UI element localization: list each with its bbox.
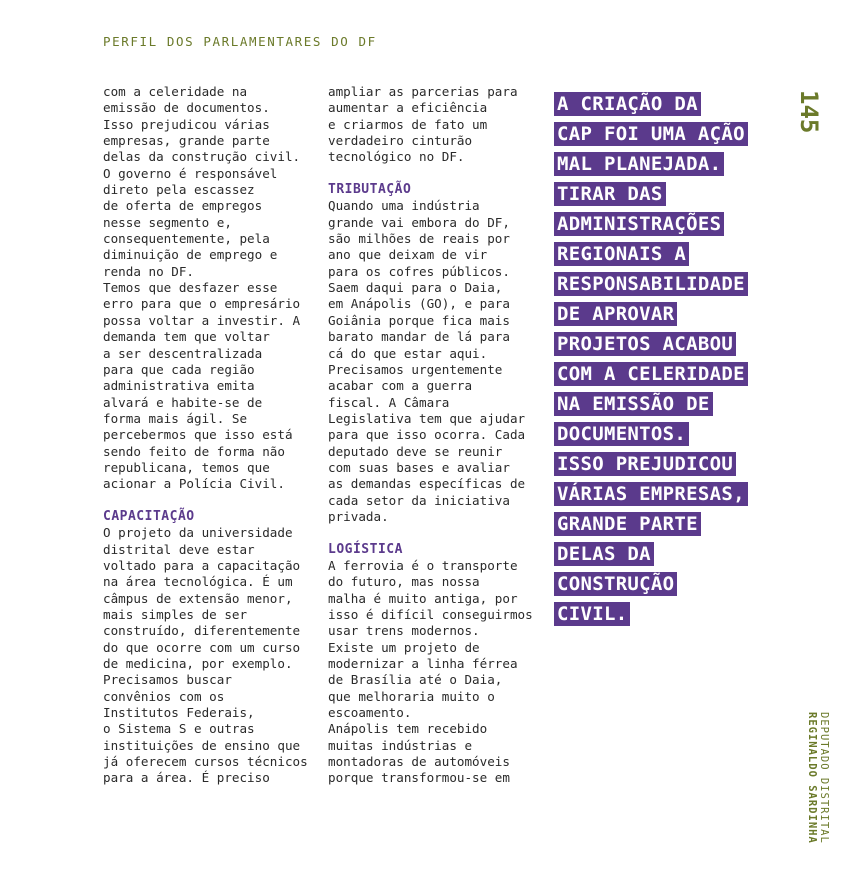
text-line: as demandas específicas de	[328, 476, 526, 492]
text-line: forma mais ágil. Se	[103, 410, 248, 426]
text-line: modernizar a linha férrea	[328, 656, 518, 672]
text-line: emissão de documentos.	[103, 100, 270, 116]
text-line: tecnológico no DF.	[328, 149, 465, 165]
paragraph	[103, 525, 318, 787]
text-line: cá do que estar aqui.	[328, 345, 488, 361]
text-line: ampliar as parcerias para	[328, 84, 518, 99]
author-title: DEPUTADO DISTRITAL	[818, 712, 830, 844]
pull-quote-line: REGIONAIS A	[554, 242, 689, 266]
paragraph	[103, 84, 318, 493]
text-line: com a celeridade na	[103, 84, 248, 99]
text-line: empresas, grande parte	[103, 133, 270, 149]
text-line: Legislativa tem que ajudar	[328, 410, 526, 426]
pull-quote-line: PROJETOS ACABOU	[554, 332, 736, 356]
text-line: para que cada região	[103, 361, 255, 377]
text-line: na área tecnológica. É um	[103, 574, 293, 590]
text-line: voltado para a capacitação	[103, 557, 301, 573]
text-line: alvará e habite-se de	[103, 394, 263, 410]
text-line: deputado deve se reunir	[328, 443, 503, 459]
running-head: PERFIL DOS PARLAMENTARES DO DF	[103, 34, 377, 49]
pull-quote-line: ISSO PREJUDICOU	[554, 452, 736, 476]
text-line: Precisamos buscar	[103, 672, 232, 688]
text-line: O projeto da universidade	[103, 525, 293, 541]
text-line: em Anápolis (GO), e para	[328, 296, 510, 312]
text-line: para que isso ocorra. Cada	[328, 427, 526, 443]
section-heading-capacitacao: CAPACITAÇÃO	[103, 508, 195, 524]
text-line: aumentar a eficiência	[328, 100, 488, 116]
text-line: ano que deixam de vir	[328, 247, 488, 263]
pull-quote-line: ADMINISTRAÇÕES	[554, 212, 724, 236]
text-line: de Brasília até o Daia,	[328, 672, 503, 688]
text-line: distrital deve estar	[103, 541, 255, 557]
paragraph	[328, 198, 543, 525]
text-line: montadoras de automóveis	[328, 754, 510, 770]
text-line: instituições de ensino que	[103, 737, 301, 753]
author-name: REGINALDO SARDINHA	[806, 712, 818, 844]
pull-quote-line: VÁRIAS EMPRESAS,	[554, 482, 748, 506]
pull-quote-line: A CRIAÇÃO DA	[554, 92, 701, 116]
section-heading-tributacao: TRIBUTAÇÃO	[328, 182, 412, 198]
pull-quote-line: TIRAR DAS	[554, 182, 666, 206]
pull-quote-line: DE APROVAR	[554, 302, 677, 326]
text-line: usar trens modernos.	[328, 623, 480, 639]
pull-quote-line: GRANDE PARTE	[554, 512, 701, 536]
text-line: muitas indústrias e	[328, 737, 473, 753]
text-line: Precisamos urgentemente	[328, 361, 503, 377]
pull-quote-line: DOCUMENTOS.	[554, 422, 689, 446]
text-column-1	[103, 84, 318, 787]
text-line: Quando uma indústria	[328, 198, 480, 214]
text-line: do futuro, mas nossa	[328, 574, 480, 590]
text-line: O governo é responsável	[103, 165, 278, 181]
text-line: privada.	[328, 508, 389, 524]
text-line: para os cofres públicos.	[328, 263, 510, 279]
text-column-2	[328, 84, 543, 787]
text-line: erro para que o empresário	[103, 296, 301, 312]
text-line: câmpus de extensão menor,	[103, 590, 293, 606]
text-line: isso é difícil conseguirmos	[328, 607, 533, 622]
text-line: sendo feito de forma não	[103, 443, 285, 459]
text-line: são milhões de reais por	[328, 231, 510, 247]
text-line: direto pela escassez	[103, 182, 255, 198]
text-line: Anápolis tem recebido	[328, 721, 488, 737]
pull-quote-line: CAP FOI UMA AÇÃO	[554, 122, 748, 146]
text-line: Goiânia porque fica mais	[328, 312, 510, 328]
text-line: convênios com os	[103, 688, 225, 704]
text-line: malha é muito antiga, por	[328, 590, 518, 606]
text-line: e criarmos de fato um	[328, 116, 488, 132]
text-line: escoamento.	[328, 705, 412, 721]
text-line: diminuição de emprego e	[103, 247, 278, 263]
text-line: verdadeiro cinturão	[328, 133, 473, 149]
text-line: acabar com a guerra	[328, 378, 473, 394]
text-line: administrativa emita	[103, 378, 255, 394]
text-line: Isso prejudicou várias	[103, 116, 270, 132]
text-line: acionar a Polícia Civil.	[103, 476, 285, 492]
pull-quote-line: NA EMISSÃO DE	[554, 392, 713, 416]
section-heading-logistica: LOGÍSTICA	[328, 541, 403, 557]
text-line: Saem daqui para o Daia,	[328, 280, 503, 296]
text-line: nesse segmento e,	[103, 214, 232, 230]
text-line: consequentemente, pela	[103, 231, 270, 247]
text-line: de oferta de empregos	[103, 198, 263, 214]
paragraph	[328, 84, 543, 166]
text-line: do que ocorre com um curso	[103, 639, 301, 655]
text-line: construído, diferentemente	[103, 623, 301, 639]
text-line: Existe um projeto de	[328, 639, 480, 655]
text-line: possa voltar a investir. A	[103, 312, 301, 328]
text-line: barato mandar de lá para	[328, 329, 510, 345]
paragraph	[328, 558, 543, 787]
pull-quote	[554, 92, 748, 632]
pull-quote-line: MAL PLANEJADA.	[554, 152, 724, 176]
text-line: A ferrovia é o transporte	[328, 557, 518, 573]
pull-quote-line: CIVIL.	[554, 602, 630, 626]
text-line: já oferecem cursos técnicos	[103, 754, 308, 770]
text-line: com suas bases e avaliar	[328, 459, 510, 475]
pull-quote-line: DELAS DA	[554, 542, 654, 566]
pull-quote-line: CONSTRUÇÃO	[554, 572, 677, 596]
text-line: renda no DF.	[103, 263, 194, 279]
text-line: o Sistema S e outras	[103, 721, 255, 737]
author-credit	[806, 712, 830, 844]
text-line: que melhoraria muito o	[328, 688, 495, 704]
text-line: cada setor da iniciativa	[328, 492, 510, 508]
pull-quote-line: COM A CELERIDADE	[554, 362, 748, 386]
text-line: de medicina, por exemplo.	[103, 656, 293, 672]
page-number: 145	[795, 90, 823, 134]
pull-quote-line: RESPONSABILIDADE	[554, 272, 748, 296]
text-line: percebermos que isso está	[103, 427, 293, 443]
text-line: grande vai embora do DF,	[328, 214, 510, 230]
text-line: Temos que desfazer esse	[103, 280, 278, 296]
text-line: mais simples de ser	[103, 607, 248, 622]
text-line: delas da construção civil.	[103, 149, 301, 165]
text-line: republicana, temos que	[103, 459, 270, 475]
text-line: Institutos Federais,	[103, 705, 255, 721]
text-line: para a área. É preciso	[103, 770, 270, 786]
text-line: fiscal. A Câmara	[328, 394, 450, 410]
text-line: a ser descentralizada	[103, 345, 263, 361]
text-line: porque transformou-se em	[328, 770, 510, 786]
text-line: demanda tem que voltar	[103, 329, 270, 345]
